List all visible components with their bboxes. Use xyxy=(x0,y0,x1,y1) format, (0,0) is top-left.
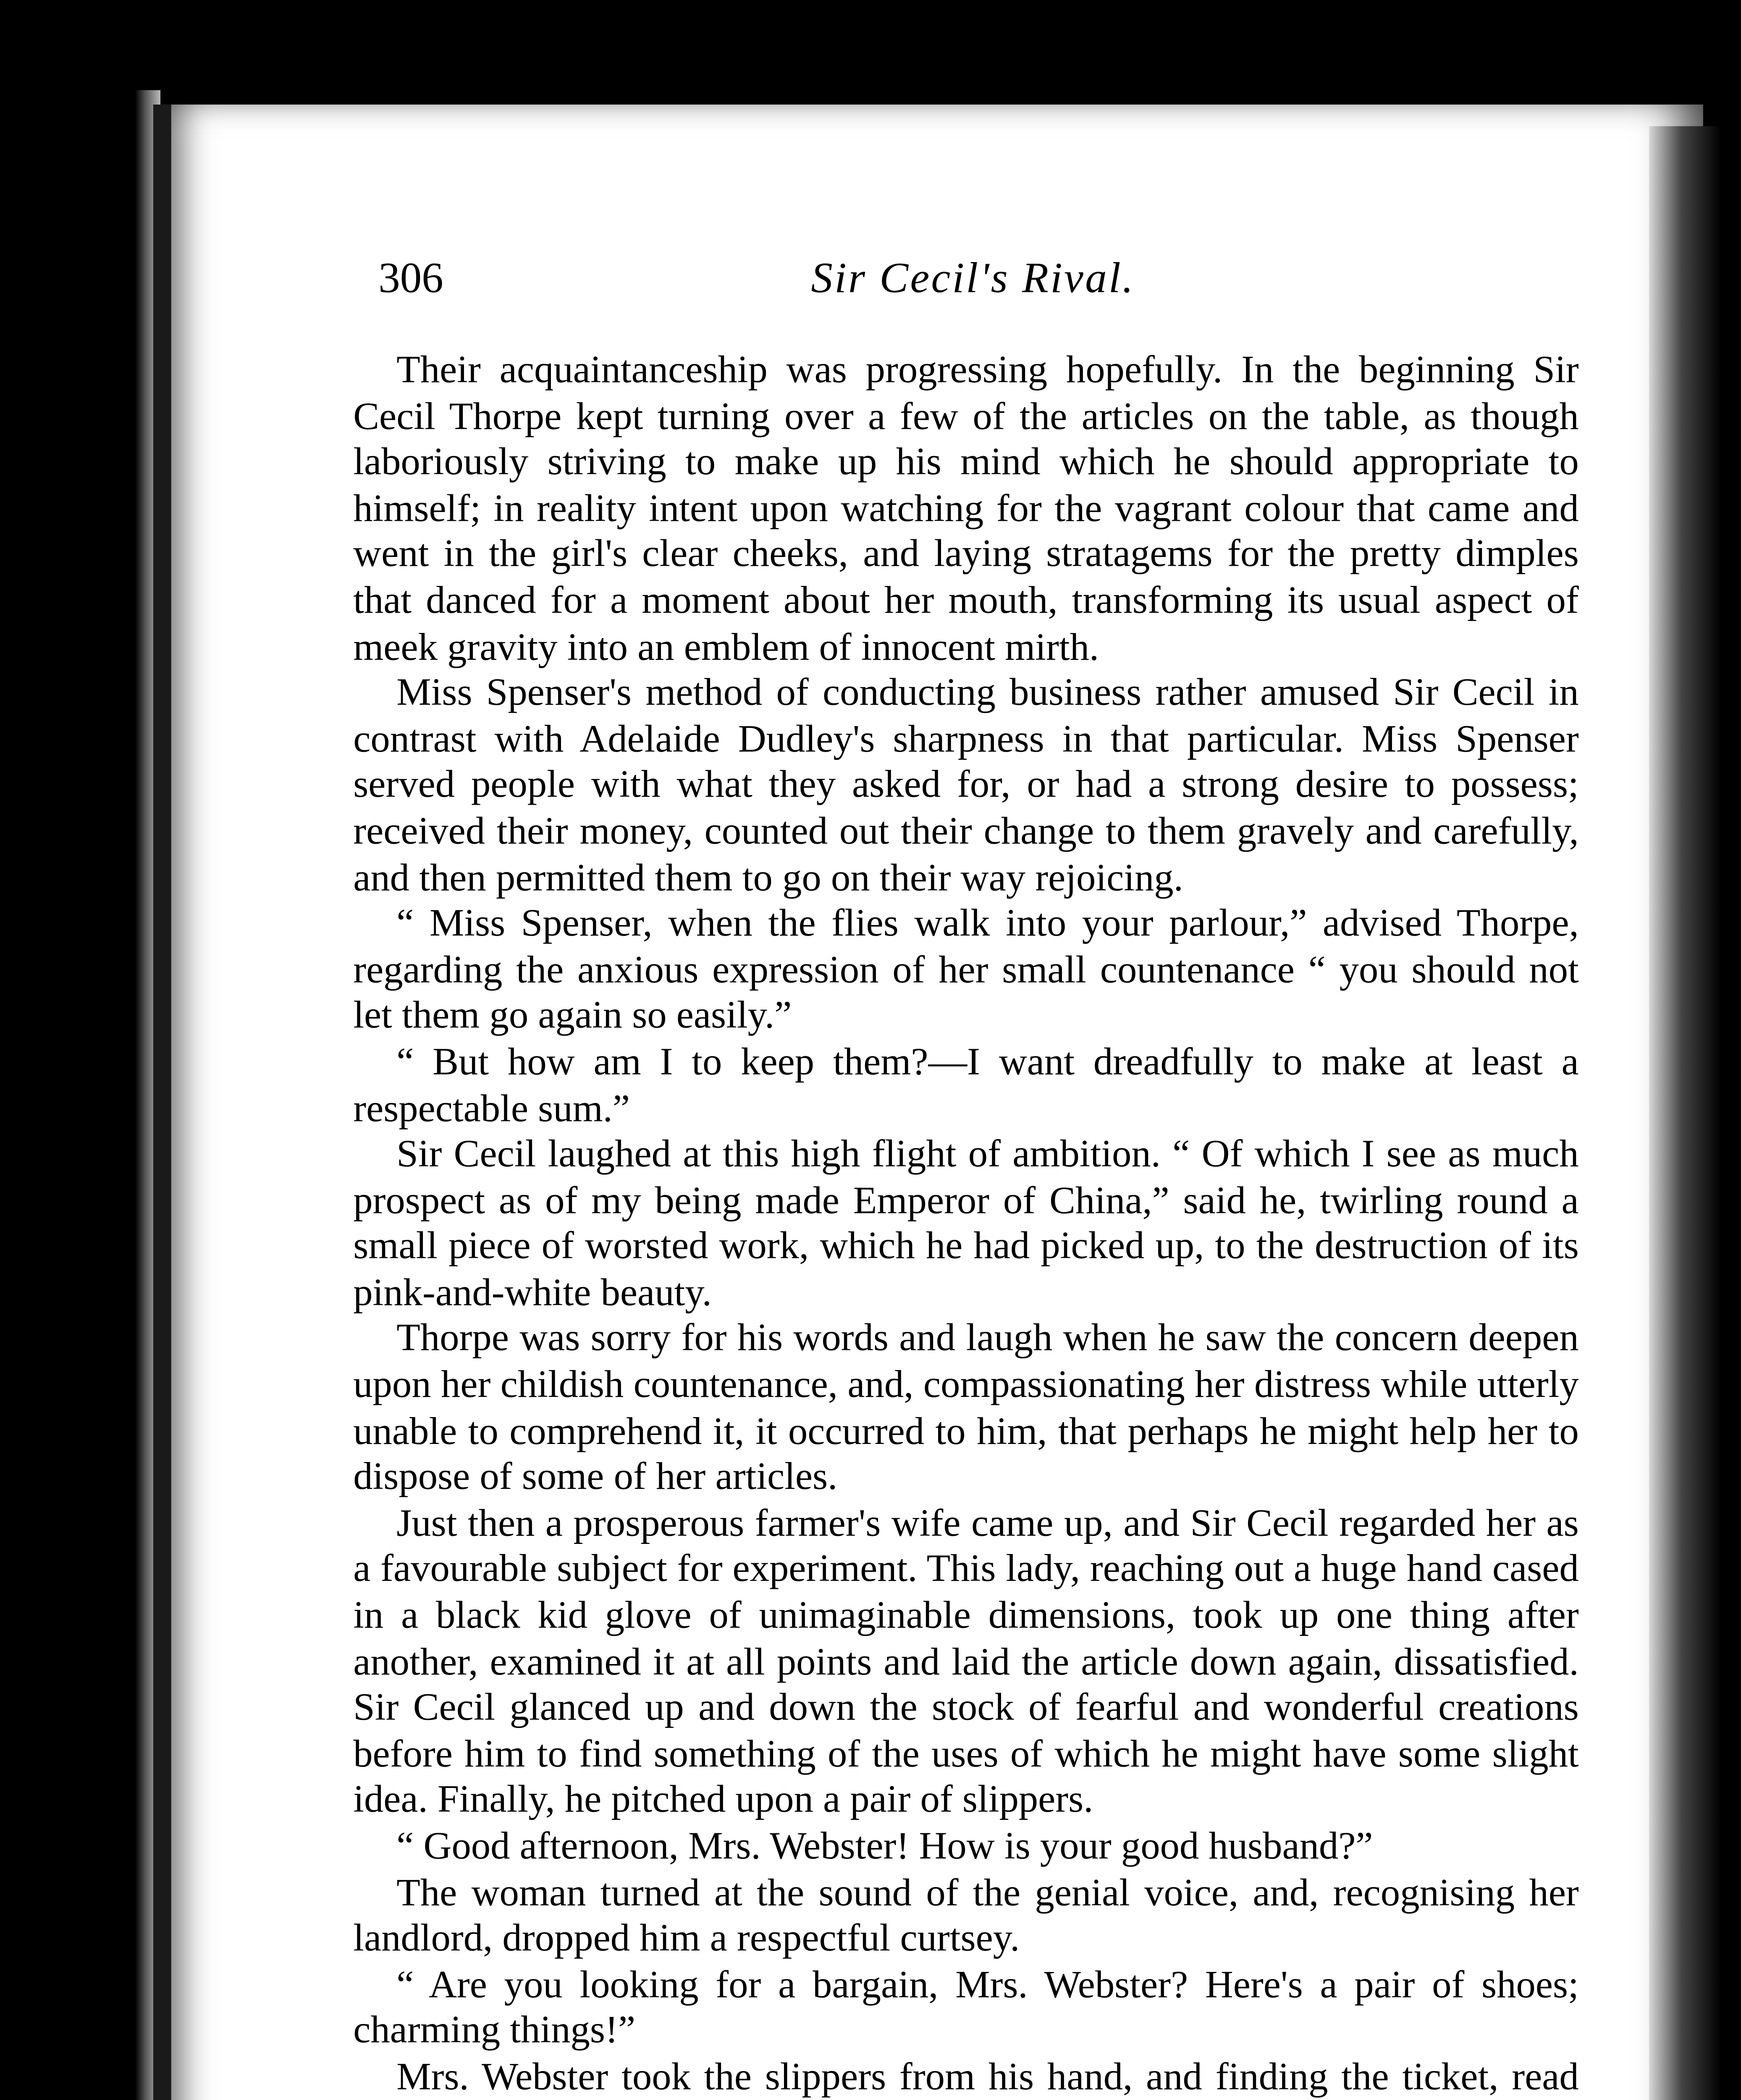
running-title: Sir Cecil's Rival. xyxy=(811,256,1135,303)
paragraph: Just then a prosperous farmer's wife came up, and Sir Cecil regarded her as a favourable subject for experiment. This lady, reaching out a huge hand cased in a black kid glove of unimaginable dimensions, took up one thing after another, examined it at all points and laid the article down again, dissatisfied. Sir Cecil glanced up and down the stock of fearful and wonderful creations before him to find something of the uses of which he might have some slight idea. Finally, he pitched upon a pair of slippers. xyxy=(353,1501,1579,1822)
paragraph: “ Are you looking for a bargain, Mrs. Webster? Here's a pair of shoes; charming things!” xyxy=(353,1962,1579,2052)
body-text xyxy=(353,348,1578,2100)
paragraph: Their acquaintanceship was progressing hopefully. In the beginning Sir Cecil Thorpe kept turning over a few of the articles on the table, as though laboriously striving to make up his mind which he should appropriate to himself; in reality intent upon watching for the vagrant colour that came and went in the girl's clear cheeks, and laying stratagems for the pretty dimples that danced for a moment about her mouth, transforming its usual aspect of meek gravity into an emblem of innocent mirth. xyxy=(353,348,1579,668)
paragraph: “ Miss Spenser, when the flies walk into your parlour,” advised Thorpe, regarding the anxious expression of her small countenance “ you should not let them go again so easily.” xyxy=(353,901,1579,1037)
running-head xyxy=(378,252,1568,318)
paragraph: The woman turned at the sound of the genial voice, and, recognising her landlord, dropped him a respectful curtsey. xyxy=(353,1870,1579,1960)
paragraph: “ Good afternoon, Mrs. Webster! How is your good husband?” xyxy=(396,1824,1373,1868)
paragraph: Thorpe was sorry for his words and laugh when he saw the concern deepen upon her childish countenance, and, compassionating her distress while utterly unable to comprehend it, it occurred to him, that perhaps he might help her to dispose of some of her articles. xyxy=(353,1317,1579,1499)
paragraph: Sir Cecil laughed at this high flight of ambition. “ Of which I see as much prospect as of my being made Emperor of China,” said he, twirling round a small piece of worsted work, which he had picked up, to the destruction of its pink-and-white beauty. xyxy=(353,1132,1579,1314)
page-edge-shadow xyxy=(1649,126,1721,2100)
paragraph: “ But how am I to keep them?—I want dreadfully to make at least a respectable sum.” xyxy=(353,1040,1579,1129)
paragraph: Mrs. Webster took the slippers from his hand, and finding the ticket, read xyxy=(396,2055,1579,2098)
paragraph: Miss Spenser's method of conducting business rather amused Sir Cecil in contrast with Adelaide Dudley's sharpness in that particular. Miss Spenser served people with what they asked for, or had a strong desire to possess; received their money, counted out their change to them gravely and carefully, and then permitted them to go on their way rejoicing. xyxy=(353,671,1579,899)
page-number: 306 xyxy=(378,256,443,303)
